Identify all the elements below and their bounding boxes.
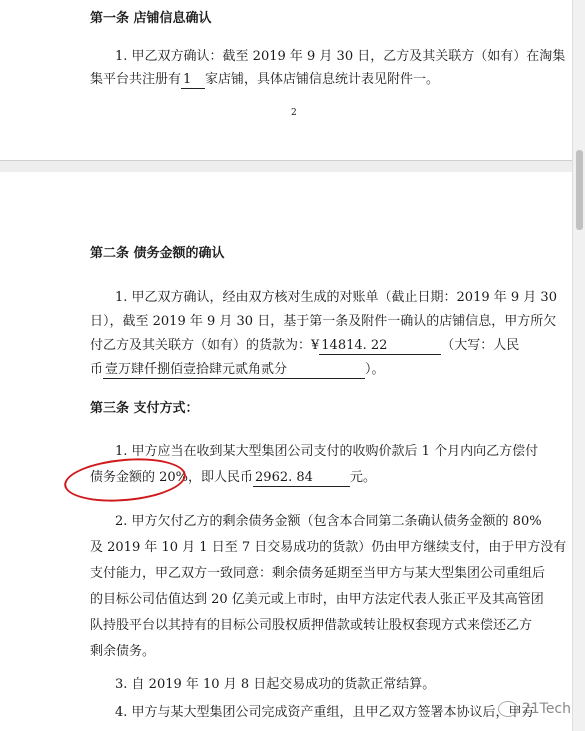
payment-amount-blank: 2962. 84	[253, 470, 350, 487]
article-3-clause-3: 3. 自 2019 年 10 月 8 日起交易成功的货款正常结算。	[115, 677, 436, 692]
article-3-clause-2-line-5: 队持股平台以其持有的目标公司股权质押借款或转让股权套现方式来偿还乙方	[90, 618, 533, 633]
article-3-clause-2-line-2: 及 2019 年 10 月 1 日至 7 日交易成功的货款）仍由甲方继续支付，由于甲方没有	[90, 540, 567, 555]
clause-text: ）。	[365, 362, 385, 377]
article-3-clause-2-line-3: 支付能力，甲乙双方一致同意：剩余债务延期至当甲方与某大型集团公司重组后	[90, 566, 546, 581]
article-2-line-2: 日），截至 2019 年 9 月 30 日，基于第一条及附件一确认的店铺信息，甲方所欠	[90, 314, 557, 329]
amount-in-words-blank: 壹万肆仟捌佰壹拾肆元贰角贰分	[103, 362, 365, 379]
article-1-clause-1-line-2	[90, 72, 439, 89]
amount-blank: 14814. 22	[319, 338, 441, 355]
vertical-scrollbar[interactable]	[572, 0, 585, 731]
article-2-line-3	[90, 338, 519, 355]
article-3-clause-2-line-6: 剩余债务。	[90, 644, 156, 659]
scrollbar-thumb[interactable]	[576, 150, 583, 230]
article-3-clause-4: 4. 甲方与某大型集团公司完成资产重组，且甲乙双方签署本协议后，甲方	[115, 705, 535, 720]
watermark	[498, 701, 571, 717]
clause-text: 元。	[350, 470, 377, 485]
wechat-icon	[498, 701, 518, 717]
clause-text: （大写：人民	[441, 338, 520, 353]
page-number: 2	[291, 108, 297, 118]
clause-text: 债务金额的 20%，即人民币	[90, 470, 254, 485]
clause-text: 付乙方及其关联方（如有）的货款为：¥	[90, 338, 320, 353]
article-2-line-4	[90, 362, 385, 379]
clause-text: 家店铺，具体店铺信息统计表见附件一。	[205, 72, 440, 87]
article-1-heading: 第一条 店铺信息确认	[90, 11, 212, 26]
watermark-text: 21Tech	[521, 701, 571, 717]
article-1-clause-1-line-1: 1. 甲乙双方确认：截至 2019 年 9 月 30 日，乙方及其关联方（如有）在淘集	[115, 49, 566, 64]
document-page-2	[0, 172, 573, 731]
article-3-clause-2-line-4: 的目标公司估值达到 20 亿美元或上市时，由甲方法定代表人张正平及其高管团	[90, 592, 544, 607]
article-3-clause-2-line-1: 2. 甲方欠付乙方的剩余债务金额（包含本合同第二条确认债务金额的 80%	[115, 514, 542, 529]
clause-text: 集平台共注册有	[90, 72, 182, 87]
article-2-line-1: 1. 甲乙双方确认，经由双方核对生成的对账单（截止日期：2019 年 9 月 30	[115, 290, 557, 305]
document-page-1	[0, 0, 573, 160]
article-3-heading: 第三条 支付方式：	[90, 401, 199, 416]
article-3-clause-1-line-1: 1. 甲方应当在收到某大型集团公司支付的收购价款后 1 个月内向乙方偿付	[115, 444, 539, 459]
store-count-blank: 1	[181, 72, 205, 89]
article-2-heading: 第二条 债务金额的确认	[90, 246, 225, 261]
clause-text: 币	[90, 362, 104, 377]
